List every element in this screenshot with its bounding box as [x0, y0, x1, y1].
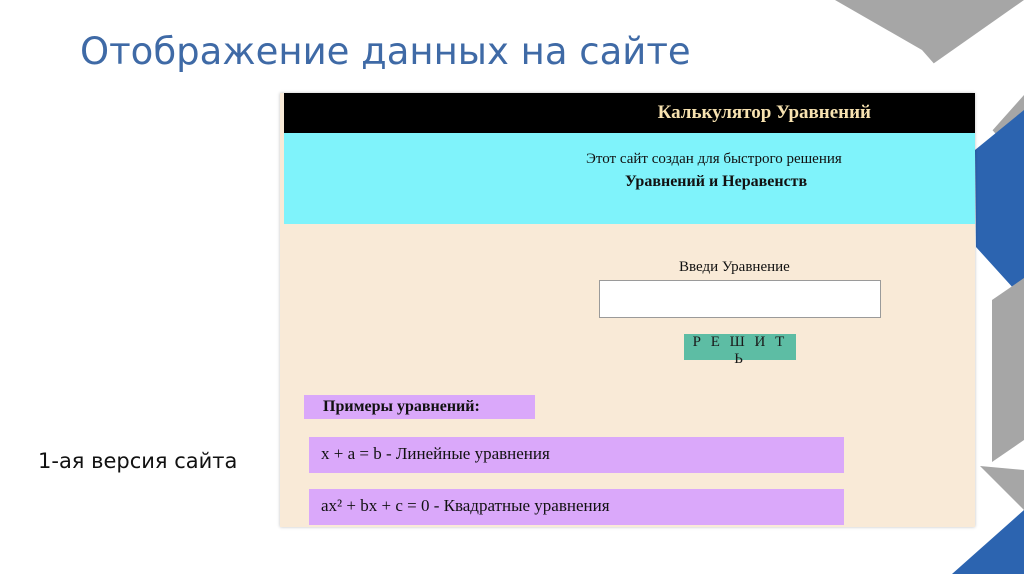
version-caption: 1-ая версия сайта	[38, 449, 238, 473]
website-screenshot	[280, 93, 975, 527]
intro-text-bold: Уравнений и Неравенств	[625, 173, 808, 190]
site-header	[284, 93, 975, 133]
site-intro-banner	[284, 133, 975, 224]
solve-button[interactable]: Р Е Ш И Т Ь	[684, 334, 796, 360]
equation-input[interactable]	[599, 280, 881, 318]
decor-gray-shape-middle	[992, 278, 1024, 462]
equation-input-label: Введи Уравнение	[679, 259, 790, 275]
site-header-title: Калькулятор Уравнений	[657, 102, 871, 123]
example-item-quadratic: ax² + bx + c = 0 - Квадратные уравнения	[309, 489, 844, 525]
decor-gray-bottom-edge	[980, 466, 1024, 510]
examples-heading: Примеры уравнений:	[304, 395, 535, 419]
example-item-linear: x + a = b - Линейные уравнения	[309, 437, 844, 473]
slide-title: Отображение данных на сайте	[80, 30, 691, 73]
intro-text: Этот сайт создан для быстрого решения	[586, 151, 842, 167]
